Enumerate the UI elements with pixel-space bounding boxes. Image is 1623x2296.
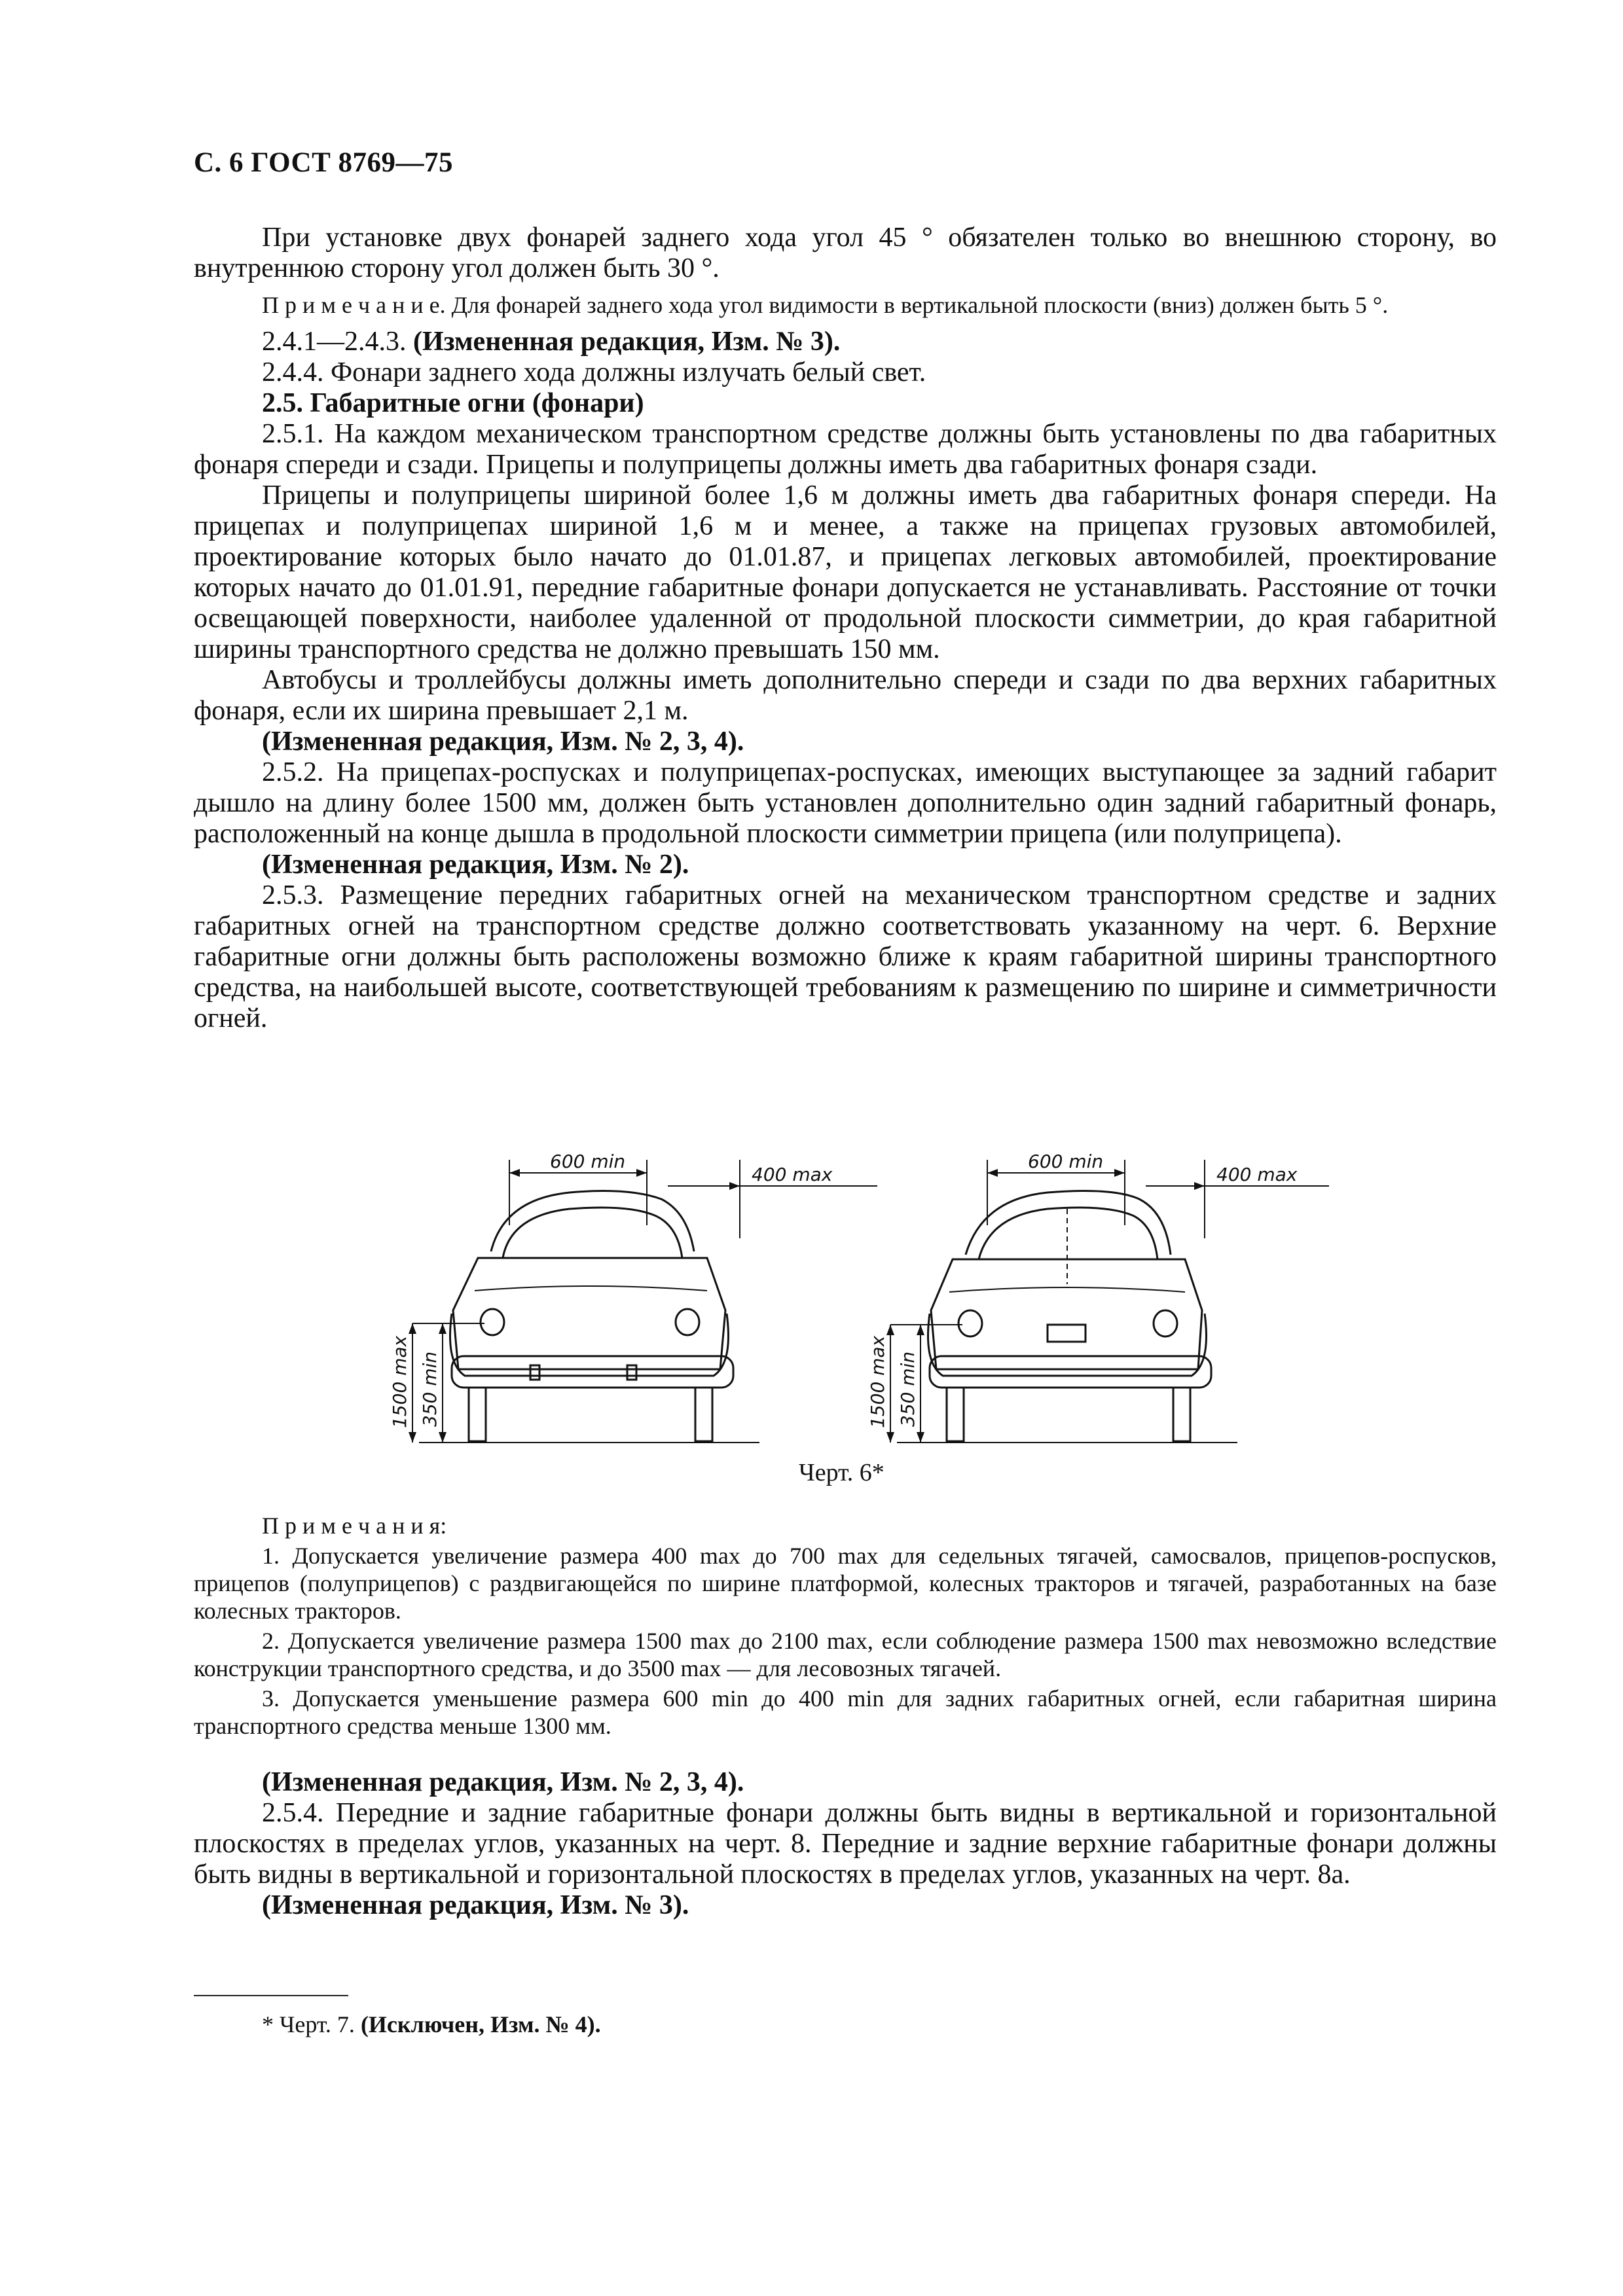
dim-label-height-max-right: 1500 max — [867, 1335, 888, 1428]
amendment-ref: (Измененная редакция, Изм. № 2). — [262, 850, 689, 880]
note-label: П р и м е ч а н и е. — [262, 292, 446, 318]
paragraph: 2.4.4. Фонари заднего хода должны излучать белый свет. — [262, 357, 926, 387]
dim-label-width-min-left: 600 min — [550, 1151, 626, 1172]
paragraph: При установке двух фонарей заднего хода угол 45 ° обязателен только во внешнюю сторону, во внутреннюю сторону угол должен быть 30 °. — [194, 223, 1497, 283]
note-item: 2. Допускается увеличение размера 1500 max до 2100 max, если соблюдение размера 1500 max невозможно вследствие конструкции транспортного средства, и до 3500 max — для лесовозных тягачей. — [194, 1628, 1497, 1681]
footnote-rule — [194, 1995, 348, 1996]
footnote-note: (Исключен, Изм. № 4). — [360, 2011, 601, 2037]
paragraph: 2.5.1. На каждом механическом транспортном средстве должны быть установлены по два габаритных фонаря спереди и сзади. Прицепы и полуприцепы должны иметь два габаритных фонаря сзади. — [194, 419, 1497, 480]
note-item: 1. Допускается увеличение размера 400 max до 700 max для седельных тягачей, самосвалов, прицепов-роспусков, прицепов (полуприцепов) с раздвигающейся по ширине платформой, колесных тракторов и тягачей, разработанных на базе колесных тракторов. — [194, 1543, 1497, 1624]
car-right-drawing — [886, 1160, 1329, 1443]
paragraph: Автобусы и троллейбусы должны иметь дополнительно спереди и сзади по два верхних габаритных фонаря, если их ширина превышает 2,1 м. — [194, 665, 1497, 726]
car-rear-diagram — [354, 1147, 1349, 1448]
dim-label-height-max-left: 1500 max — [389, 1335, 410, 1428]
note-item: 3. Допускается уменьшение размера 600 min до 400 min для задних габаритных огней, если габаритная ширина транспортного средства меньше 1300 мм. — [194, 1685, 1497, 1739]
body-text — [194, 223, 1497, 1034]
note-text: Для фонарей заднего хода угол видимости в вертикальной плоскости (вниз) должен быть 5 °. — [451, 292, 1389, 318]
dim-label-side-max-right: 400 max — [1216, 1164, 1298, 1185]
notes-block — [194, 1512, 1497, 1740]
amendment-ref: (Измененная редакция, Изм. № 2, 3, 4). — [262, 1767, 744, 1797]
bottom-text — [194, 1767, 1497, 1921]
amendment-ref: (Измененная редакция, Изм. № 3). — [413, 327, 841, 357]
dim-label-height-min-left: 350 min — [419, 1351, 441, 1427]
paragraph: 2.5.2. На прицепах-роспусках и полуприцепах-роспусках, имеющих выступающее за задний габарит дышло на длину более 1500 мм, должен быть установлен дополнительно один задний габаритный фонарь, расположенный на конце дышла в продольной плоскости симметрии прицепа (или полуприцепа). — [194, 757, 1497, 849]
amendment-ref: (Измененная редакция, Изм. № 2, 3, 4). — [262, 726, 744, 757]
clause-range: 2.4.1—2.4.3. — [262, 327, 407, 357]
paragraph: 2.5.4. Передние и задние габаритные фонари должны быть видны в вертикальной и горизонтальной плоскостях в пределах углов, указанных на черт. 8. Передние и задние верхние габаритные фонари должны быть видны в вертикальной и горизонтальной плоскостях в пределах углов, указанных на черт. 8а. — [194, 1798, 1497, 1890]
note — [194, 292, 1497, 319]
dim-label-height-min-right: 350 min — [897, 1351, 919, 1427]
footnote-ref: * Черт. 7. — [262, 2011, 355, 2037]
footnote — [262, 2011, 601, 2038]
paragraph: Прицепы и полуприцепы шириной более 1,6 м должны иметь два габаритных фонаря спереди. На прицепах и полуприцепах шириной 1,6 м и менее, а также на прицепах грузовых автомобилей, проектирование которых было начато до 01.01.87, и прицепах легковых автомобилей, проектирование которых начато до 01.01.91, передние габаритные фонари допускается не устанавливать. Расстояние от точки освещающей поверхности, наиболее удаленной от продольной плоскости симметрии, до края габаритной ширины транспортного средства не должно превышать 150 мм. — [194, 480, 1497, 664]
page-header: С. 6 ГОСТ 8769—75 — [194, 147, 454, 178]
figure-caption: Черт. 6* — [799, 1459, 884, 1486]
amendment-ref: (Измененная редакция, Изм. № 3). — [262, 1890, 689, 1920]
car-left-drawing — [409, 1160, 877, 1443]
dim-label-side-max-left: 400 max — [752, 1164, 833, 1185]
figure-6 — [354, 1147, 1349, 1448]
dim-label-width-min-right: 600 min — [1028, 1151, 1104, 1172]
amendment-line — [194, 327, 1497, 357]
notes-title: П р и м е ч а н и я: — [262, 1513, 447, 1539]
section-title: 2.5. Габаритные огни (фонари) — [262, 388, 644, 418]
paragraph: 2.5.3. Размещение передних габаритных огней на механическом транспортном средстве и задних габаритных огней на транспортном средстве должно соответствовать указанному на черт. 6. Верхние габаритные огни должны быть расположены возможно ближе к краям габаритной ширины транспортного средства, на наибольшей высоте, соответствующей требованиям к размещению по ширине и симметричности огней. — [194, 880, 1497, 1033]
